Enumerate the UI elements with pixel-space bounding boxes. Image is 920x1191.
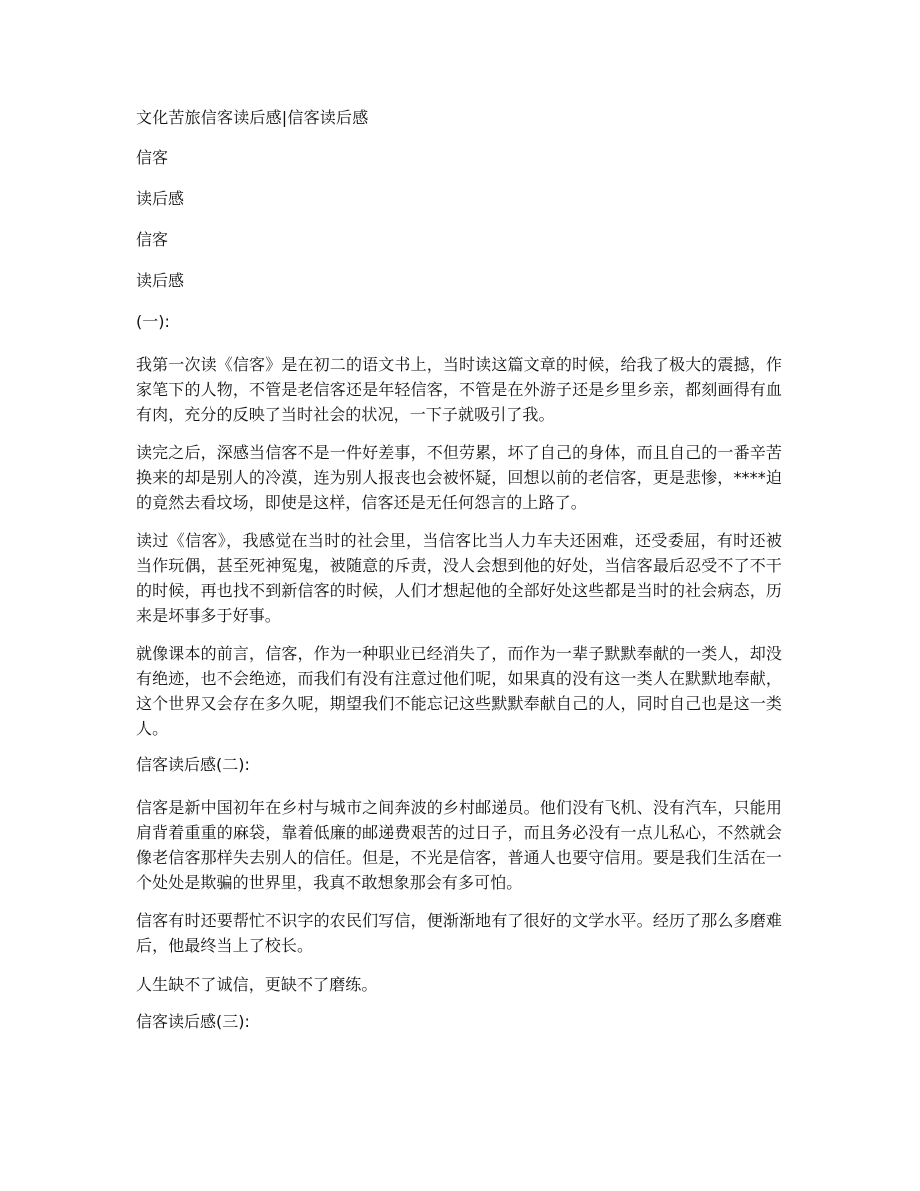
- heading-line: 信客: [136, 230, 169, 249]
- section-label: 信客读后感(二):: [136, 755, 250, 774]
- heading-line: 读后感: [136, 271, 185, 290]
- document-title: 文化苦旅信客读后感|信客读后感: [136, 108, 369, 127]
- paragraph: 信客有时还要帮忙不识字的农民们写信，便渐渐地有了很好的文学水平。经历了那么多磨难后，他最终当上了校长。: [136, 911, 782, 955]
- heading-line: 信客: [136, 148, 169, 167]
- paragraph: 读完之后，深感当信客不是一件好差事，不但劳累，坏了自己的身体，而且自己的一番辛苦换来的却是别人的冷漠，连为别人报丧也会被怀疑，回想以前的老信客，更是悲惨，****迫的竟然去看坟场，即使是这样，信客还是无任何怨言的上路了。: [136, 443, 782, 512]
- paragraph: 就像课本的前言，信客，作为一种职业已经消失了，而作为一辈子默默奉献的一类人，却没有绝迹，也不会绝迹，而我们有没有注意过他们呢，如果真的没有这一类人在默默地奉献，这个世界又会存在多久呢，期望我们不能忘记这些默默奉献自己的人，同时自己也是这一类人。: [136, 644, 782, 738]
- paragraph: 人生缺不了诚信，更缺不了磨练。: [136, 975, 378, 994]
- section-label: 信客读后感(三):: [136, 1012, 250, 1031]
- section-label: (一):: [136, 312, 170, 331]
- paragraph: 读过《信客》，我感觉在当时的社会里，当信客比当人力车夫还困难，还受委屈，有时还被当作玩偶，甚至死神冤鬼，被随意的斥责，没人会想到他的好处，当信客最后忍受不了不干的时候，再也找不到新信客的时候，人们才想起他的全部好处这些都是当时的社会病态，历来是坏事多于好事。: [136, 531, 782, 625]
- paragraph: 我第一次读《信客》是在初二的语文书上，当时读这篇文章的时候，给我了极大的震撼，作家笔下的人物，不管是老信客还是年轻信客，不管是在外游子还是乡里乡亲，都刻画得有血有肉，充分的反映了当时社会的状况，一下子就吸引了我。: [136, 355, 782, 424]
- paragraph: 信客是新中国初年在乡村与城市之间奔波的乡村邮递员。他们没有飞机、没有汽车，只能用肩背着重重的麻袋，靠着低廉的邮递费艰苦的过日子，而且务必没有一点儿私心，不然就会像老信客那样失去别人的信任。但是，不光是信客，普通人也要守信用。要是我们生活在一个处处是欺骗的世界里，我真不敢想象那会有多可怕。: [136, 798, 782, 892]
- heading-line: 读后感: [136, 189, 185, 208]
